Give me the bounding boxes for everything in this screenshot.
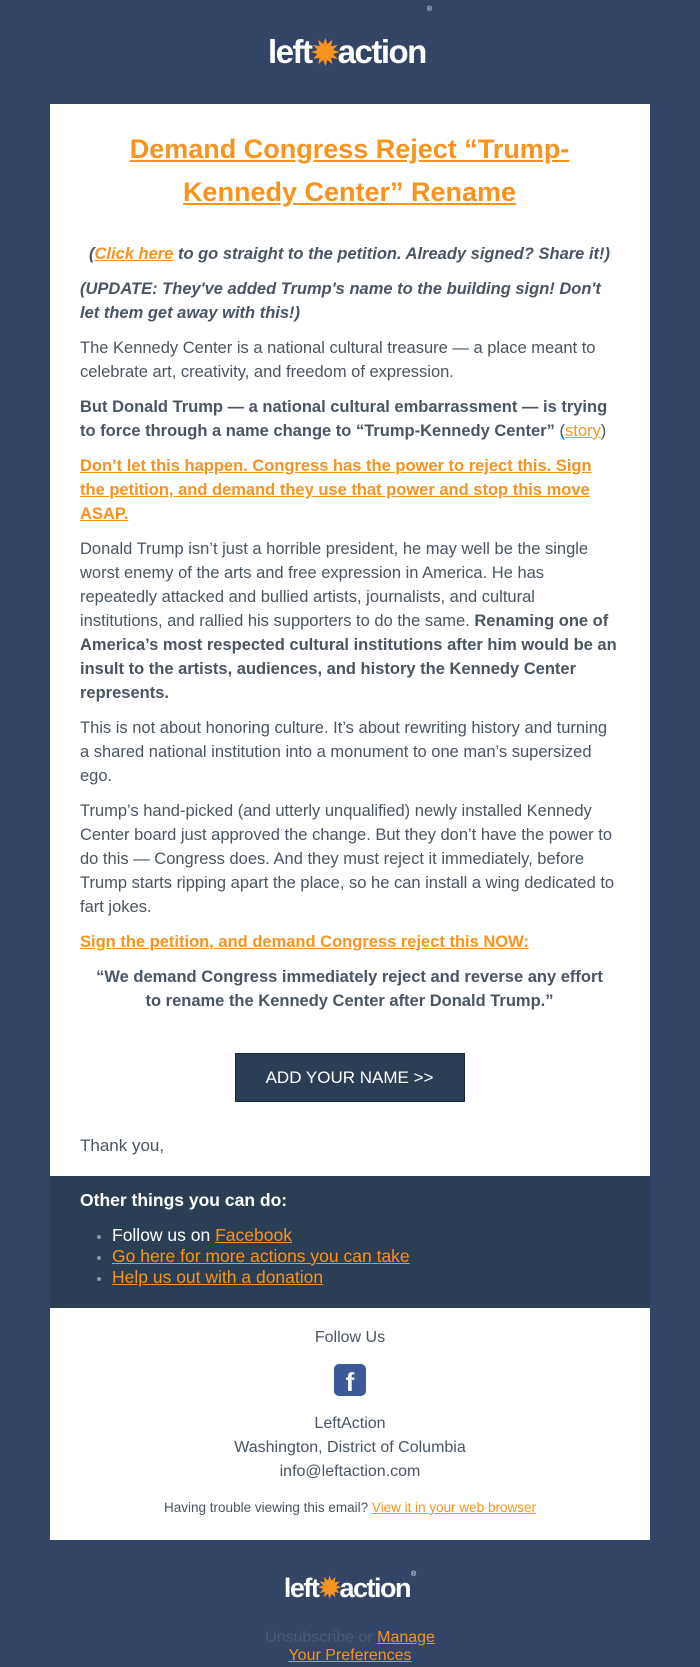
leftaction-footer-logo[interactable] (0, 1565, 700, 1611)
intro-rest: to go straight to the petition. Already signed? Share it!) (173, 245, 611, 263)
social-icons (50, 1364, 650, 1404)
unsubscribe-block (0, 1629, 700, 1665)
unsubscribe-link[interactable]: Unsubscribe or (265, 1629, 378, 1646)
petition-quote: “We demand Congress immediately reject and reverse any effort to rename the Kennedy Center after Donald Trump.” (96, 968, 603, 1010)
org-email: info@leftaction.com (279, 1463, 421, 1480)
footer-logo-text-right: action (339, 1572, 410, 1603)
list-item (112, 1246, 650, 1267)
leftaction-logo[interactable] (0, 0, 700, 104)
footer-logo-burst-icon: ✹ (318, 1572, 340, 1603)
paragraph-2-open: ( (554, 422, 565, 440)
paragraph-2-bold: But Donald Trump — a national cultural embarrassment — is trying to force through a name change to “Trump-Kennedy Center” (80, 398, 608, 440)
logo-text-left: left (267, 33, 312, 70)
intro-line (80, 242, 619, 266)
facebook-icon[interactable]: f (334, 1364, 366, 1396)
org-location: Washington, District of Columbia (234, 1439, 466, 1456)
facebook-link[interactable]: Facebook (215, 1225, 292, 1245)
other-actions-panel (50, 1176, 650, 1308)
story-link[interactable]: story (564, 422, 601, 440)
other-actions-title: Other things you can do: (80, 1190, 288, 1210)
add-your-name-button[interactable]: ADD YOUR NAME >> (235, 1053, 465, 1102)
manage-link[interactable]: Manage (377, 1629, 435, 1646)
paragraph-5: Trump’s hand-picked (and utterly unqualified) newly installed Kennedy Center board just approved the change. But they don’t have the power to do this — Congress does. And they must reject it immediately, before Trump starts ripping apart the place, so he can install a wing dedicated to fart jokes. (80, 802, 615, 916)
list-item (112, 1267, 650, 1288)
preferences-link[interactable]: Your Preferences (288, 1647, 412, 1664)
logo-text-right: action (337, 33, 426, 70)
org-name: LeftAction (314, 1415, 386, 1432)
paragraph-2-close: ) (600, 422, 607, 440)
callout-sign-now[interactable]: Sign the petition, and demand Congress reject this NOW: (80, 933, 529, 951)
signoff-thanks: Thank you, (80, 1136, 165, 1155)
other-actions-list (50, 1225, 650, 1288)
intro-open-paren: ( (88, 245, 95, 263)
paragraph-3-bold: Renaming one of America’s most respected cultural institutions after him would be an insult to the artists, audiences, and history the Kennedy Center represents. (80, 612, 617, 702)
paragraph-1: The Kennedy Center is a national cultural treasure — a place meant to celebrate art, creativity, and freedom of expression. (80, 339, 596, 381)
paragraph-3-normal: Donald Trump isn’t just a horrible president, he may well be the single worst enemy of the arts and free expression in America. He has repeatedly attacked and bullied artists, journalists, and cultural institutions, and rallied his supporters to do the same. (80, 540, 589, 630)
donation-link[interactable]: Help us out with a donation (112, 1267, 324, 1287)
click-here-link[interactable]: Click here (94, 245, 174, 263)
more-actions-link[interactable]: Go here for more actions you can take (112, 1246, 410, 1266)
email-footer (50, 1308, 650, 1540)
follow-us-label: Follow Us (314, 1329, 386, 1346)
paragraph-3 (80, 537, 619, 705)
update-note: (UPDATE: They've added Trump's name to the building sign! Don't let them get away with this!) (80, 280, 601, 322)
email-body (50, 104, 650, 1176)
paragraph-2 (80, 395, 619, 443)
footer-logo-text-left: left (283, 1572, 319, 1603)
view-in-browser-link[interactable]: View it in your web browser (371, 1500, 536, 1515)
headline-link[interactable]: Demand Congress Reject “Trump-Kennedy Center” Rename (129, 134, 570, 207)
callout-sign-petition[interactable]: Don’t let this happen. Congress has the power to reject this. Sign the petition, and demand they use that power and stop this move ASAP. (80, 457, 592, 523)
trouble-text: Having trouble viewing this email? (164, 1500, 372, 1515)
paragraph-4: This is not about honoring culture. It’s about rewriting history and turning a shared national institution into a monument to one man’s supersized ego. (80, 719, 608, 785)
trouble-viewing-line (50, 1498, 650, 1518)
list-item (112, 1225, 650, 1246)
registered-mark: ® (426, 6, 432, 13)
logo-burst-icon: ✹ (311, 33, 338, 71)
footer-registered-mark: ® (410, 1571, 417, 1578)
follow-prefix: Follow us on (112, 1225, 216, 1245)
